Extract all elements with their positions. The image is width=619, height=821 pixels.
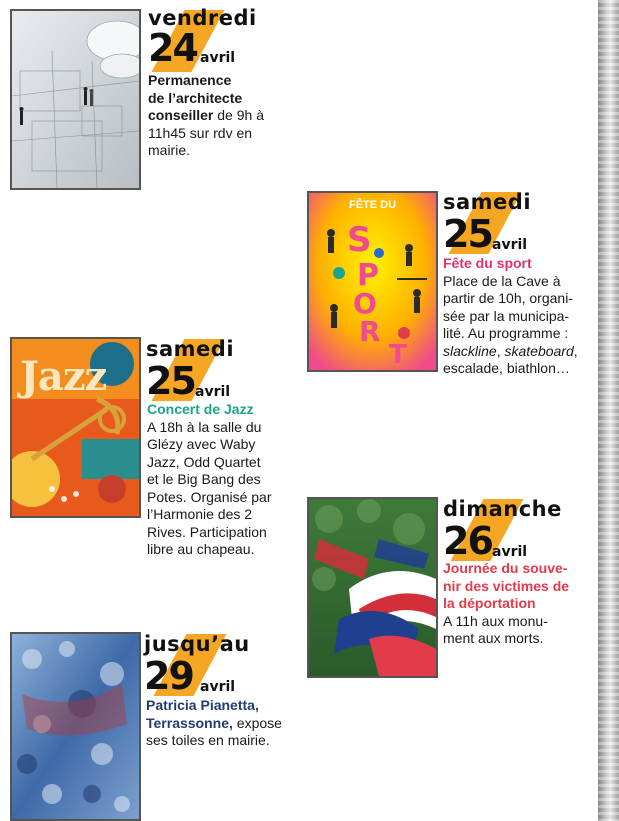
event-body-line: et le Big Bang des	[147, 471, 261, 487]
event-body-line: de 9h à	[213, 107, 264, 123]
event-description	[443, 255, 593, 378]
poster-letter: T	[389, 340, 407, 370]
poster-heading: FÊTE DU	[348, 199, 397, 211]
event-body-line: 11h45 sur rdv en	[148, 124, 253, 141]
event-body-line: A 11h aux monu-	[443, 612, 548, 629]
event-body-line: Jazz, Odd Quartet	[147, 453, 261, 470]
event-title-line: la déportation	[443, 595, 536, 611]
event-description	[443, 560, 593, 648]
event-title-line: Permanence	[148, 72, 232, 88]
sport-poster	[307, 191, 438, 372]
poster-letter: O	[353, 287, 377, 320]
event-description	[146, 697, 296, 750]
event-title-line: conseiller	[148, 107, 214, 123]
event-body-line: A 18h à la salle du	[147, 418, 262, 435]
event-body-line: libre au chapeau.	[147, 541, 255, 557]
event-title-line: Terrassonne,	[146, 714, 233, 731]
painting-photo	[10, 632, 141, 821]
event-body-italic: slackline	[443, 342, 497, 359]
event-month: avril	[492, 544, 528, 560]
event-month: avril	[200, 50, 236, 66]
poster-letter: P	[357, 258, 379, 293]
event-weekday: samedi	[146, 337, 235, 361]
poster-letter: R	[359, 315, 381, 348]
event-body-sep: ,	[573, 342, 578, 359]
event-body-line: l’Harmonie des 2	[147, 506, 253, 522]
poster-heading: Jazz	[20, 353, 107, 400]
architect-photo	[10, 9, 141, 190]
event-body-line: sée par la municipa-	[443, 307, 570, 324]
event-title-line: Journée du souve-	[443, 560, 568, 576]
event-title-line: de l’architecte	[148, 89, 243, 106]
event-title-line: Patricia Pianetta,	[146, 697, 259, 713]
event-body-line: expose	[232, 714, 282, 731]
event-title: Fête du sport	[443, 255, 532, 271]
poster-letter: S	[347, 220, 372, 260]
event-month: avril	[195, 384, 231, 400]
event-weekday: jusqu’au	[144, 632, 250, 656]
event-body-line: Potes. Organisé par	[147, 488, 272, 505]
event-body-line: mairie.	[148, 142, 191, 158]
event-day: 24	[148, 26, 197, 70]
event-title: Concert de Jazz	[147, 401, 254, 417]
event-body-line: Rives. Participation	[147, 523, 267, 540]
flags-photo	[307, 497, 438, 678]
event-body-line: escalade, biathlon…	[443, 360, 570, 376]
event-day: 25	[146, 359, 195, 403]
event-body-line: Glézy avec Waby	[147, 436, 256, 452]
event-body-line: ses toiles en mairie.	[146, 732, 270, 748]
jazz-poster	[10, 337, 141, 518]
event-weekday: dimanche	[443, 497, 562, 521]
event-month: avril	[200, 679, 236, 695]
event-day: 29	[144, 654, 193, 698]
event-body-line: lité. Au programme :	[443, 325, 569, 341]
event-body-sep: ,	[496, 342, 505, 359]
event-body-line: Place de la Cave à	[443, 272, 561, 289]
event-body-line: partir de 10h, organi-	[443, 290, 573, 306]
event-weekday: samedi	[443, 190, 532, 214]
event-month: avril	[492, 237, 528, 253]
event-weekday: vendredi	[148, 6, 257, 30]
event-title-line: nir des victimes de	[443, 577, 570, 594]
event-day: 26	[443, 519, 492, 563]
event-day: 25	[443, 212, 492, 256]
event-description	[148, 72, 288, 160]
event-description	[147, 401, 297, 559]
event-body-italic: skateboard	[504, 342, 574, 359]
page-edge-decoration	[598, 0, 619, 821]
event-body-line: ment aux morts.	[443, 630, 544, 646]
